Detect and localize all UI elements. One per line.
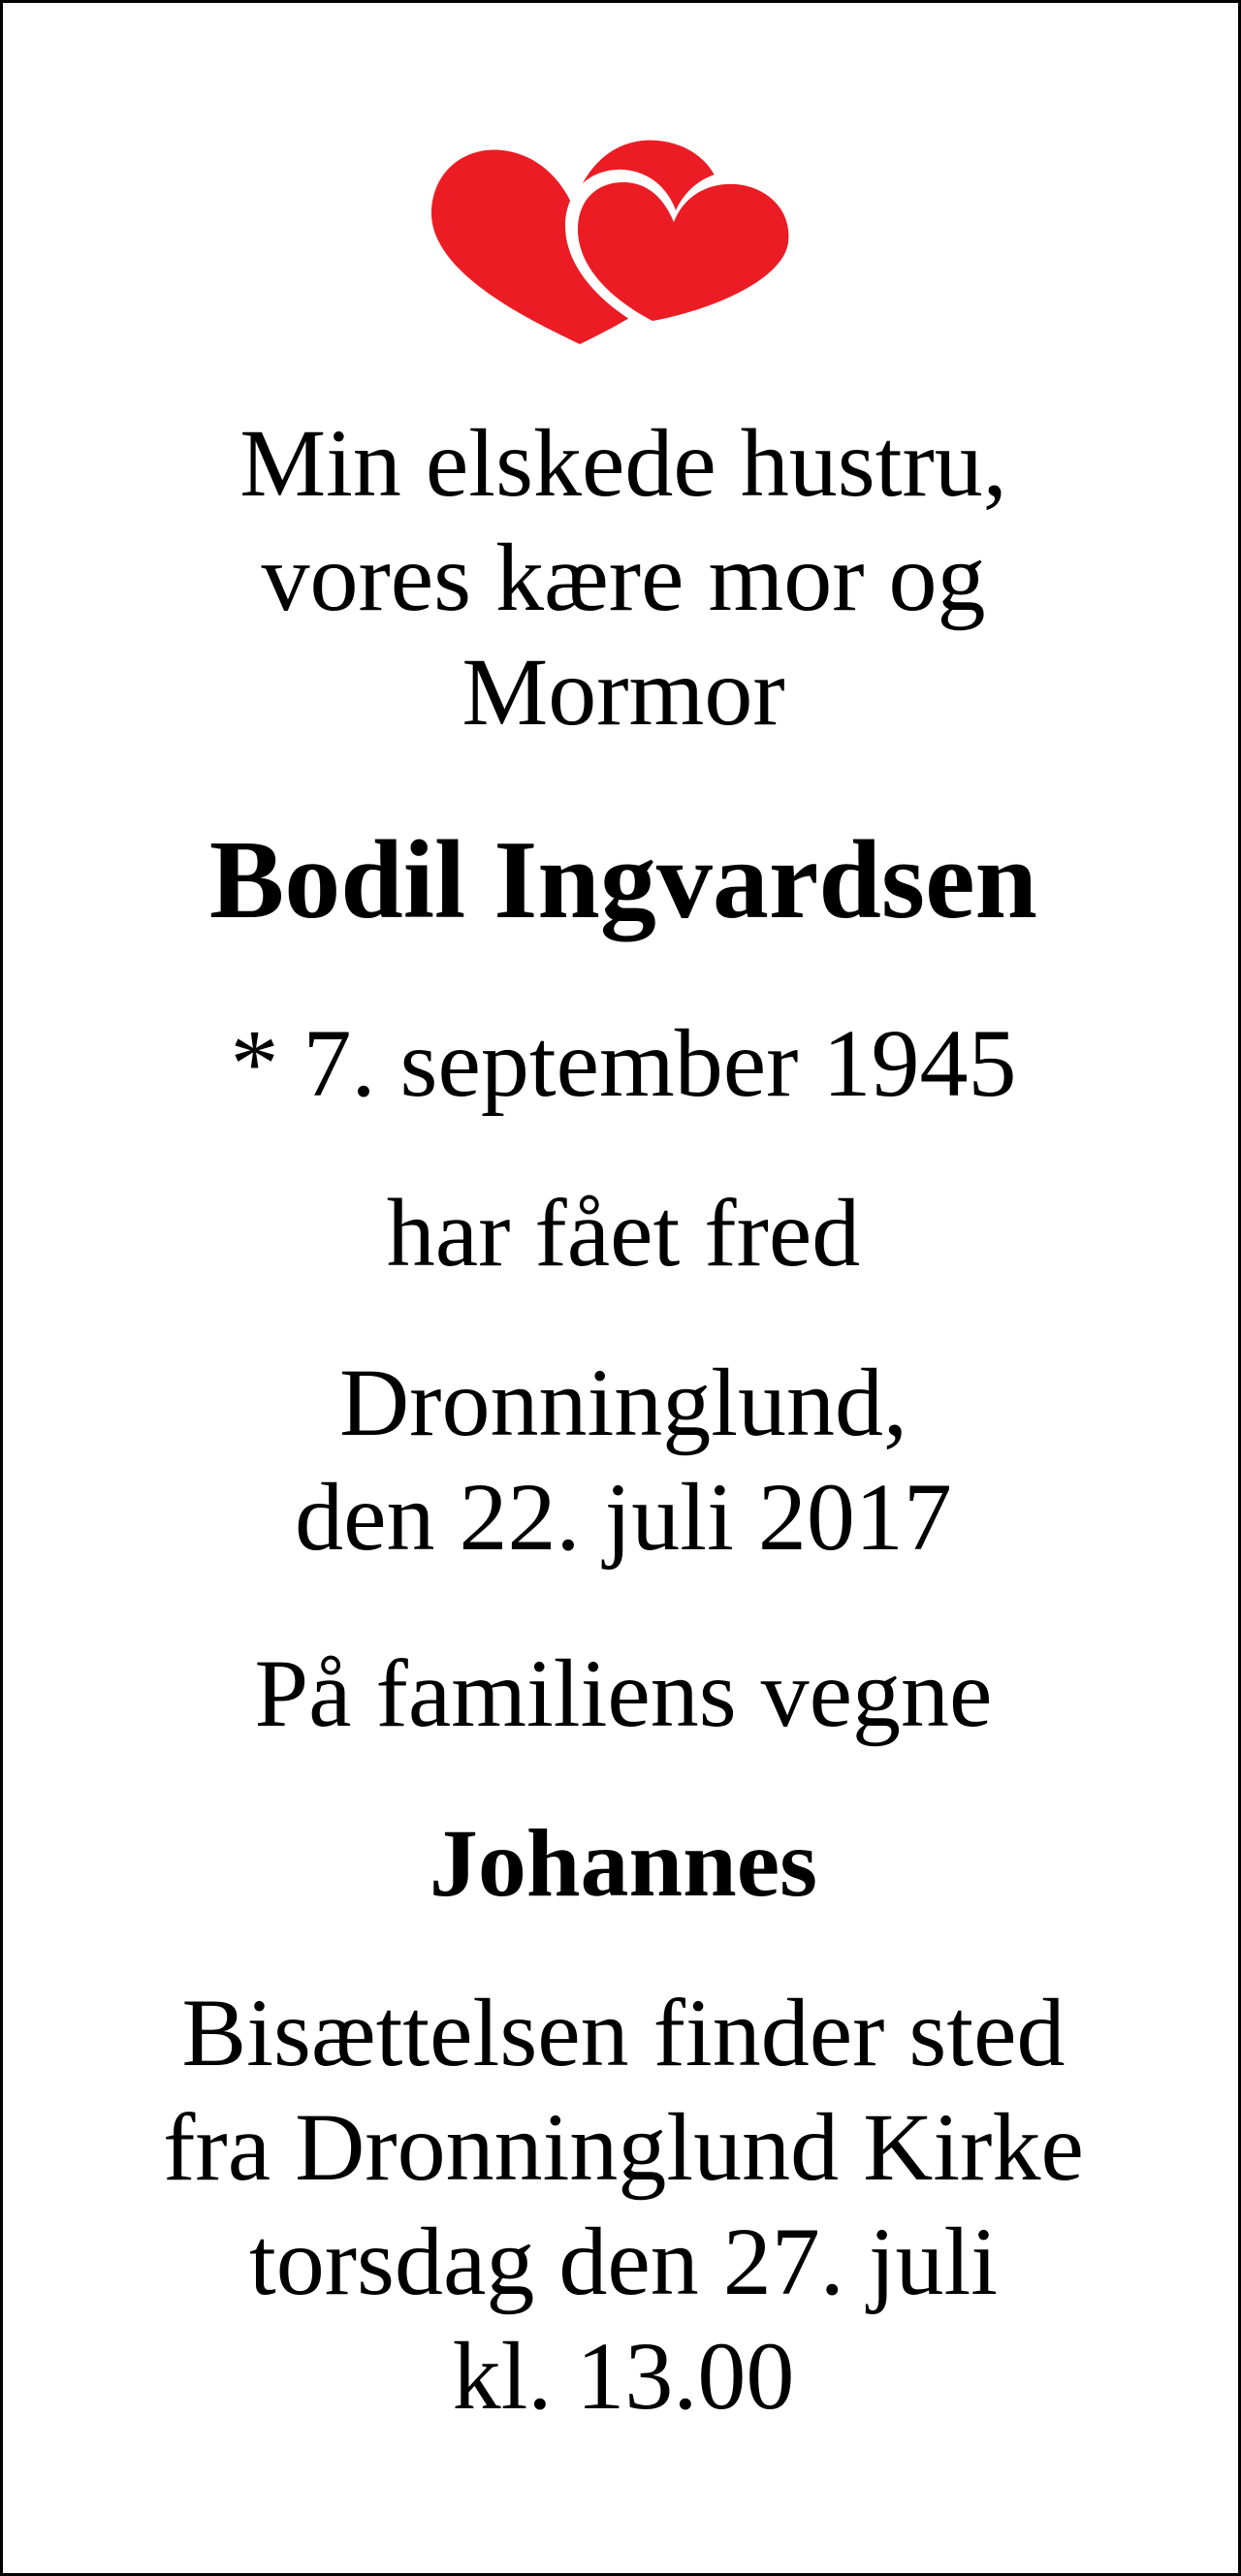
funeral-line-1: Bisættelsen finder sted bbox=[181, 1979, 1066, 2086]
funeral-details bbox=[61, 1976, 1186, 2433]
double-heart-icon bbox=[420, 129, 817, 352]
signer-name: Johannes bbox=[429, 1809, 818, 1917]
place-line: Dronninglund, bbox=[338, 1349, 908, 1456]
intro-line-1: Min elskede hustru, bbox=[239, 409, 1007, 517]
birth-date: * 7. september 1945 bbox=[230, 1009, 1017, 1117]
date-line: den 22. juli 2017 bbox=[295, 1463, 952, 1571]
funeral-line-4: kl. 13.00 bbox=[452, 2322, 795, 2430]
passed-text: har fået fred bbox=[386, 1179, 861, 1287]
deceased-name: Bodil Ingvardsen bbox=[208, 818, 1038, 942]
on-behalf-text: På familiens vegne bbox=[254, 1639, 993, 1747]
funeral-line-2: fra Dronninglund Kirke bbox=[163, 2093, 1084, 2201]
funeral-line-3: torsdag den 27. juli bbox=[248, 2208, 999, 2315]
intro-line-3: Mormor bbox=[461, 638, 785, 746]
intro-text bbox=[61, 406, 1186, 749]
intro-line-2: vores kære mor og bbox=[261, 524, 986, 631]
place-and-date bbox=[61, 1346, 1186, 1574]
